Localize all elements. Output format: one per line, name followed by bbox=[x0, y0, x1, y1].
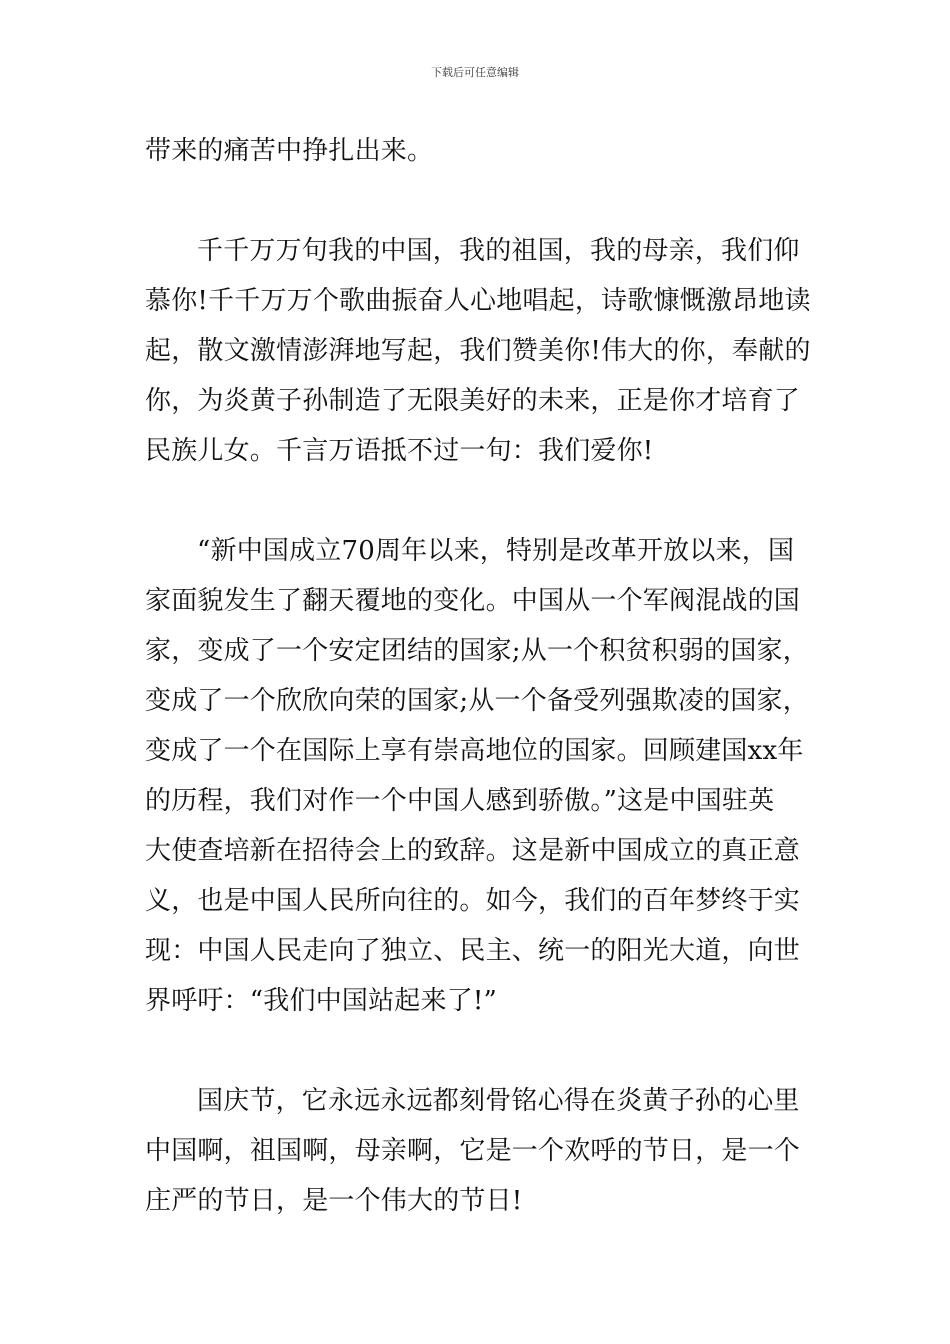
paragraph-2-line-1: 千千万万句我的中国，我的祖国，我的母亲，我们仰 bbox=[197, 236, 800, 266]
paragraph-gap bbox=[145, 476, 809, 526]
paragraph-3-line-2: 家面貌发生了翻天覆地的变化。中国从一个军阀混战的国 bbox=[145, 586, 801, 616]
paragraph-3-line-7: 大使查培新在招待会上的致辞。这是新中国成立的真正意 bbox=[145, 836, 801, 866]
paragraph-3-line-10: 界呼吁：“我们中国站起来了!” bbox=[145, 986, 498, 1016]
paragraph-gap bbox=[145, 176, 809, 226]
paragraph-3-line-5: 变成了一个在国际上享有崇高地位的国家。回顾建国xx年 bbox=[145, 736, 804, 766]
paragraph-2-line-3: 起，散文激情澎湃地写起，我们赞美你!伟大的你，奉献的 bbox=[145, 336, 811, 366]
paragraph-2-line-2: 慕你!千千万万个歌曲振奋人心地唱起，诗歌慷慨激昂地读 bbox=[145, 286, 811, 316]
paragraph-3-line-1: “新中国成立70周年以来，特别是改革开放以来，国 bbox=[197, 536, 795, 566]
paragraph-2-line-5: 民族儿女。千言万语抵不过一句：我们爱你! bbox=[145, 436, 654, 466]
document-body bbox=[145, 126, 809, 1226]
paragraph-3-line-4: 变成了一个欣欣向荣的国家;从一个备受列强欺凌的国家， bbox=[145, 686, 809, 716]
paragraph-gap bbox=[145, 1026, 809, 1076]
paragraph-2-line-4: 你，为炎黄子孙制造了无限美好的未来，正是你才培育了 bbox=[145, 386, 801, 416]
paragraph-3-line-6: 的历程，我们对作一个中国人感到骄傲。”这是中国驻英 bbox=[145, 786, 775, 816]
paragraph-4-line-2: 中国啊，祖国啊，母亲啊，它是一个欢呼的节日，是一个 bbox=[145, 1136, 801, 1166]
paragraph-3-line-8: 义，也是中国人民所向往的。如今，我们的百年梦终于实 bbox=[145, 886, 801, 916]
paragraph-1-line-1: 带来的痛苦中挣扎出来。 bbox=[145, 136, 434, 166]
paragraph-3-line-3: 家，变成了一个安定团结的国家;从一个积贫积弱的国家， bbox=[145, 636, 809, 666]
paragraph-4-line-3: 庄严的节日，是一个伟大的节日! bbox=[145, 1186, 523, 1216]
page-header: 下载后可任意编辑 bbox=[431, 66, 519, 79]
paragraph-4-line-1: 国庆节，它永远永远都刻骨铭心得在炎黄子孙的心里 bbox=[197, 1086, 800, 1116]
paragraph-3-line-9: 现：中国人民走向了独立、民主、统一的阳光大道，向世 bbox=[145, 936, 801, 966]
